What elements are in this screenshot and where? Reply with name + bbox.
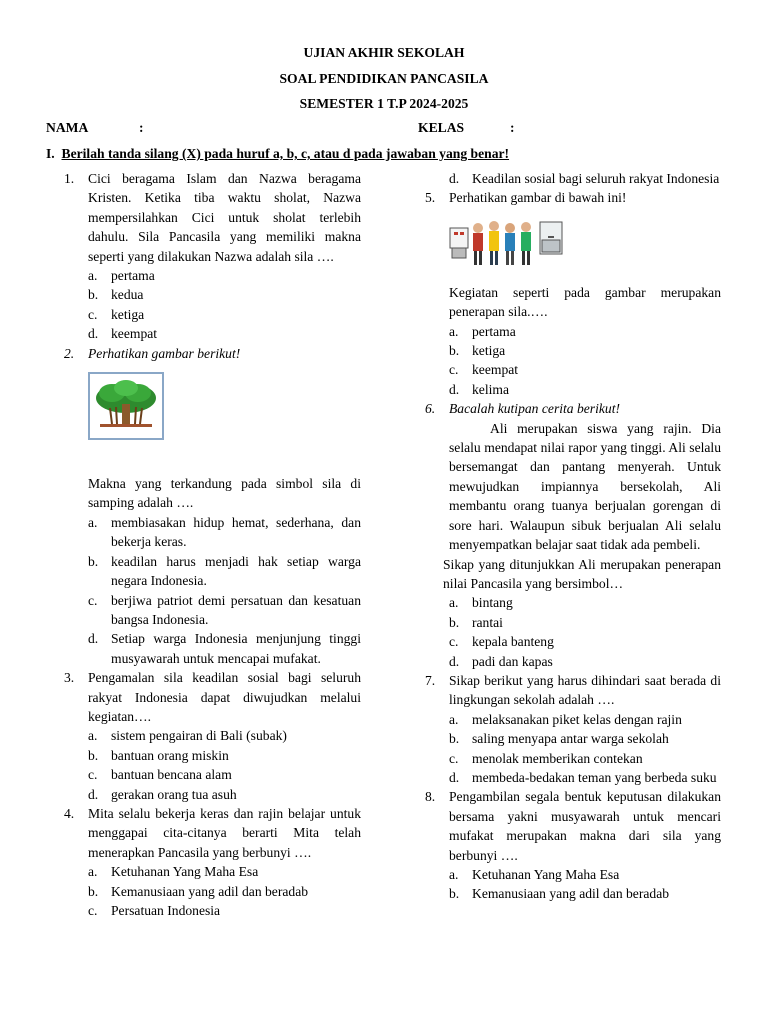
question-7 <box>425 671 721 710</box>
question-2 <box>64 344 361 363</box>
option-text: ketiga <box>111 306 145 322</box>
option-letter: b. <box>449 886 460 902</box>
option-b[interactable] <box>449 341 721 360</box>
option-d[interactable] <box>449 380 721 399</box>
question-3-options <box>64 726 361 804</box>
option-c[interactable] <box>449 632 721 651</box>
question-4-options-continued <box>425 169 721 188</box>
option-d[interactable] <box>88 785 361 804</box>
question-4-options <box>64 862 361 920</box>
option-a[interactable] <box>449 865 721 884</box>
question-number: 3. <box>64 670 75 686</box>
option-text: ketiga <box>472 343 506 359</box>
section-number: I. <box>46 146 55 161</box>
option-text: menolak memberikan contekan <box>472 750 643 766</box>
instruction-text: Berilah tanda silang (X) pada huruf a, b, c, atau d pada jawaban yang benar! <box>61 146 510 161</box>
option-letter: c. <box>88 306 98 322</box>
question-number: 2. <box>64 345 75 361</box>
question-text: Sikap berikut yang harus dihindari saat berada di lingkungan sekolah adalah …. <box>449 672 721 708</box>
option-letter: c. <box>449 750 459 766</box>
option-letter: d. <box>88 631 99 647</box>
option-text: bantuan orang miskin <box>111 747 229 763</box>
option-letter: b. <box>88 287 99 303</box>
option-letter: d. <box>449 381 460 397</box>
option-text: keadilan harus menjadi hak setiap warga negara Indonesia. <box>111 553 361 589</box>
option-text: sistem pengairan di Bali (subak) <box>111 728 287 744</box>
option-a[interactable] <box>88 862 361 881</box>
option-letter: c. <box>449 362 459 378</box>
question-number: 7. <box>425 672 436 688</box>
question-6 <box>425 399 721 418</box>
option-text: Ketuhanan Yang Maha Esa <box>472 867 620 882</box>
question-7-options <box>425 710 721 788</box>
option-b[interactable] <box>88 882 361 901</box>
option-b[interactable] <box>88 552 361 591</box>
option-letter: b. <box>449 343 460 359</box>
option-letter: c. <box>449 634 459 650</box>
option-d[interactable] <box>88 324 361 343</box>
question-5 <box>425 188 721 207</box>
banyan-tree-icon <box>88 372 164 440</box>
option-text: padi dan kapas <box>472 653 553 669</box>
option-letter: c. <box>88 592 98 608</box>
voting-illustration-icon <box>448 214 566 276</box>
option-letter: b. <box>88 883 99 899</box>
option-a[interactable] <box>88 513 361 552</box>
option-a[interactable] <box>88 726 361 745</box>
option-text: rantai <box>472 614 503 630</box>
section-instruction <box>46 144 509 163</box>
option-text: Setiap warga Indonesia menjunjung tinggi musyawarah untuk mencapai mufakat. <box>111 631 361 666</box>
option-b[interactable] <box>88 746 361 765</box>
question-6-followup <box>425 555 721 594</box>
option-letter: c. <box>88 767 98 783</box>
option-d[interactable] <box>449 768 721 787</box>
question-text: Perhatikan gambar di bawah ini! <box>449 190 627 206</box>
option-text: bintang <box>472 595 513 611</box>
question-text: Bacalah kutipan cerita berikut! <box>449 401 621 417</box>
option-text: gerakan orang tua asuh <box>111 786 237 802</box>
question-8 <box>425 787 721 865</box>
story-text: Ali merupakan siswa yang rajin. Dia selalu mendapat nilai rapor yang tinggi. Ali selalu bersemangat dan pantang menyerah. Untuk mewujudkan impiannya bersekolah, Ali membantu orang tuanya berjualan gorengan di sore hari. Walaupun sibuk berjualan Ali selalu menyempatkan belajar saat tidak ada pembeli. <box>449 420 721 553</box>
option-letter: b. <box>449 731 460 747</box>
question-number: 6. <box>425 401 436 417</box>
question-3 <box>64 668 361 726</box>
option-text: Ketuhanan Yang Maha Esa <box>111 864 259 880</box>
option-a[interactable] <box>449 593 721 612</box>
question-text: Perhatikan gambar berikut! <box>88 345 241 361</box>
kelas-colon: : <box>510 120 515 135</box>
option-b[interactable] <box>88 285 361 304</box>
option-letter: c. <box>88 903 98 918</box>
question-2-options <box>64 513 361 668</box>
option-letter: b. <box>449 614 460 630</box>
semester-title: SEMESTER 1 T.P 2024-2025 <box>299 96 469 111</box>
question-text: Mita selalu bekerja keras dan rajin belajar untuk menggapai cita-citanya berarti Mita telah menerapkan Pancasila yang berbunyi …. <box>88 805 361 860</box>
option-letter: a. <box>449 595 459 611</box>
option-text: membiasakan hidup hemat, sederhana, dan bekerja keras. <box>111 514 361 550</box>
story-block <box>425 419 721 555</box>
option-c[interactable] <box>88 591 361 630</box>
option-text: saling menyapa antar warga sekolah <box>472 731 669 747</box>
left-column <box>64 169 361 920</box>
question-6-options <box>425 593 721 671</box>
option-c[interactable] <box>88 765 361 784</box>
option-text: kedua <box>111 287 144 303</box>
option-text: bantuan bencana alam <box>111 767 232 783</box>
option-b[interactable] <box>449 613 721 632</box>
option-d[interactable] <box>88 629 361 668</box>
option-d[interactable] <box>449 652 721 671</box>
option-a[interactable] <box>449 322 721 341</box>
option-a[interactable] <box>88 266 361 285</box>
question-8-options <box>425 865 721 904</box>
option-text: melaksanakan piket kelas dengan rajin <box>472 711 682 727</box>
option-letter: b. <box>88 747 99 763</box>
question-number: 4. <box>64 805 75 821</box>
option-text: Kemanusiaan yang adil dan beradab <box>472 886 670 902</box>
option-text: berjiwa patriot demi persatuan dan kesatuan bangsa Indonesia. <box>111 592 361 627</box>
option-letter: a. <box>88 514 98 530</box>
question-4 <box>64 804 361 862</box>
option-text: keempat <box>111 326 158 342</box>
question-text: Makna yang terkandung pada simbol sila di samping adalah …. <box>88 476 361 511</box>
option-letter: d. <box>449 769 460 785</box>
option-letter: a. <box>88 268 98 284</box>
nama-label: NAMA <box>46 120 89 135</box>
subject-title: SOAL PENDIDIKAN PANCASILA <box>279 70 489 86</box>
option-b[interactable] <box>449 884 721 903</box>
option-letter: a. <box>449 323 459 339</box>
option-d[interactable] <box>449 169 721 188</box>
question-text: Sikap yang ditunjukkan Ali merupakan penerapan nilai Pancasila yang bersimbol… <box>443 556 721 591</box>
option-b[interactable] <box>449 729 721 748</box>
option-letter: a. <box>88 728 98 744</box>
option-letter: d. <box>88 786 99 802</box>
option-c[interactable] <box>449 749 721 768</box>
option-text: Kemanusiaan yang adil dan beradab <box>111 883 309 899</box>
option-text: Persatuan Indonesia <box>111 903 221 918</box>
option-a[interactable] <box>449 710 721 729</box>
option-letter: d. <box>449 653 460 669</box>
right-column <box>425 169 721 904</box>
option-letter: b. <box>88 553 99 569</box>
option-c[interactable] <box>88 305 361 324</box>
question-text: Kegiatan seperti pada gambar merupakan penerapan sila.…. <box>449 284 721 320</box>
option-text: pertama <box>111 268 155 284</box>
question-number: 5. <box>425 190 436 206</box>
option-c[interactable] <box>88 901 361 920</box>
option-text: kepala banteng <box>472 634 554 650</box>
exam-header <box>0 42 768 119</box>
kelas-label: KELAS <box>418 120 465 135</box>
question-2-followup <box>64 474 361 513</box>
nama-colon: : <box>139 120 144 135</box>
option-letter: a. <box>88 864 98 880</box>
option-letter: a. <box>449 711 459 727</box>
option-text: kelima <box>472 381 509 397</box>
question-1 <box>64 169 361 266</box>
option-c[interactable] <box>449 360 721 379</box>
exam-title: UJIAN AKHIR SEKOLAH <box>303 45 465 60</box>
question-5-followup <box>425 283 721 322</box>
question-number: 8. <box>425 789 436 805</box>
question-number: 1. <box>64 171 75 186</box>
banyan-tree-icon <box>90 374 162 438</box>
option-letter: d. <box>88 326 99 342</box>
option-text: Keadilan sosial bagi seluruh rakyat Indonesia <box>472 171 720 186</box>
option-text: keempat <box>472 362 519 378</box>
option-text: membeda-bedakan teman yang berbeda suku <box>472 769 717 785</box>
option-text: pertama <box>472 323 516 339</box>
option-letter: a. <box>449 867 459 882</box>
voting-illustration-icon <box>448 214 566 276</box>
question-5-options <box>425 322 721 400</box>
question-text: Cici beragama Islam dan Nazwa beragama Kristen. Ketika tiba waktu sholat, Nazwa mempersilahkan Cici untuk sholat terlebih dahulu. Sila Pancasila yang memiliki makna seperti yang dilakukan Nazwa adalah sila …. <box>88 171 361 264</box>
question-text: Pengambilan segala bentuk keputusan dilakukan bersama yakni musyawarah untuk mencari mufakat merupakan makna dari sila yang berbunyi …. <box>449 789 721 863</box>
question-1-options <box>64 266 361 344</box>
question-text: Pengamalan sila keadilan sosial bagi seluruh rakyat Indonesia dapat diwujudkan melalui kegiatan…. <box>88 670 361 724</box>
option-letter: d. <box>449 171 460 186</box>
